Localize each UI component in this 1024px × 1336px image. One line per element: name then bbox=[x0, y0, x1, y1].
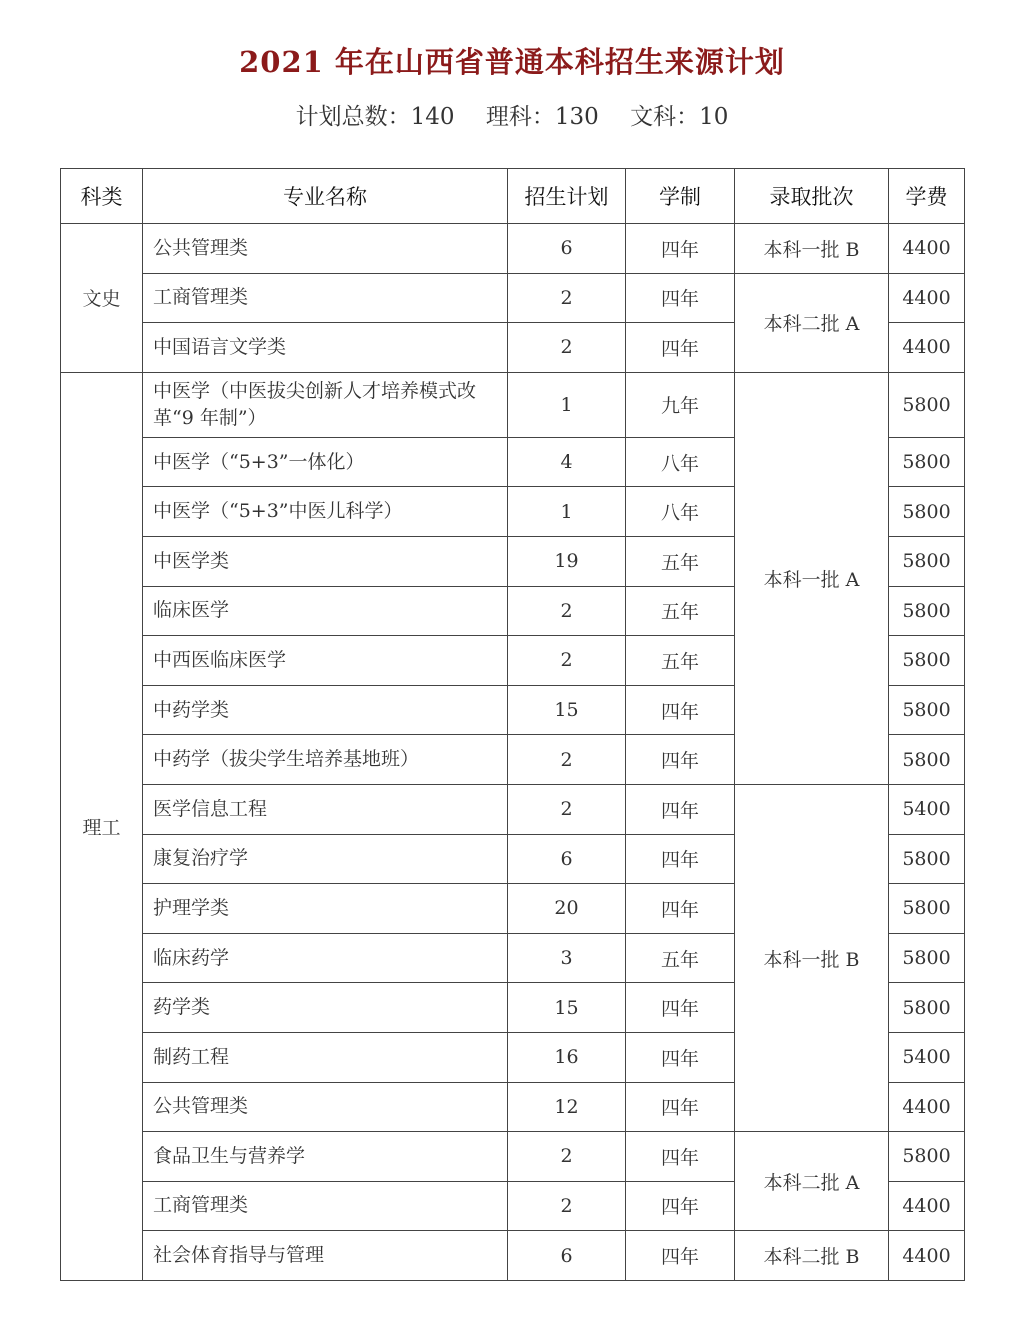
plan-count: 20 bbox=[508, 884, 626, 934]
table-header-row bbox=[61, 169, 965, 224]
duration: 四年 bbox=[626, 1132, 735, 1182]
major-name: 药学类 bbox=[143, 983, 508, 1033]
batch-cell: 本科一批 B bbox=[735, 224, 889, 274]
duration: 四年 bbox=[626, 685, 735, 735]
duration: 四年 bbox=[626, 224, 735, 274]
major-name: 康复治疗学 bbox=[143, 834, 508, 884]
duration: 四年 bbox=[626, 273, 735, 323]
plan-count: 6 bbox=[508, 834, 626, 884]
duration: 五年 bbox=[626, 636, 735, 686]
plan-count: 2 bbox=[508, 1132, 626, 1182]
plan-count: 6 bbox=[508, 224, 626, 274]
plan-count: 3 bbox=[508, 933, 626, 983]
science-plan: 理科：130 bbox=[485, 104, 599, 130]
major-name: 中国语言文学类 bbox=[143, 323, 508, 373]
plan-summary bbox=[0, 98, 1024, 131]
fee: 4400 bbox=[889, 323, 965, 373]
plan-count: 6 bbox=[508, 1231, 626, 1281]
duration: 九年 bbox=[626, 372, 735, 437]
category-cell: 理工 bbox=[61, 372, 143, 1280]
total-plan: 计划总数：140 bbox=[295, 104, 455, 130]
header-fee: 学费 bbox=[889, 169, 965, 224]
major-name: 临床药学 bbox=[143, 933, 508, 983]
header-duration: 学制 bbox=[626, 169, 735, 224]
fee: 5800 bbox=[889, 735, 965, 785]
major-name: 中西医临床医学 bbox=[143, 636, 508, 686]
plan-count: 4 bbox=[508, 437, 626, 487]
fee: 5800 bbox=[889, 834, 965, 884]
header-batch: 录取批次 bbox=[735, 169, 889, 224]
plan-count: 1 bbox=[508, 372, 626, 437]
major-name: 公共管理类 bbox=[143, 224, 508, 274]
fee: 5400 bbox=[889, 784, 965, 834]
major-name: 中医学（“5+3”中医儿科学） bbox=[143, 487, 508, 537]
batch-cell: 本科二批 A bbox=[735, 273, 889, 372]
table-row bbox=[61, 1231, 965, 1281]
fee: 5800 bbox=[889, 1132, 965, 1182]
major-name: 社会体育指导与管理 bbox=[143, 1231, 508, 1281]
duration: 五年 bbox=[626, 536, 735, 586]
duration: 四年 bbox=[626, 1181, 735, 1231]
table-row bbox=[61, 224, 965, 274]
plan-count: 16 bbox=[508, 1032, 626, 1082]
major-name: 中药学类 bbox=[143, 685, 508, 735]
duration: 四年 bbox=[626, 735, 735, 785]
plan-count: 12 bbox=[508, 1082, 626, 1132]
fee: 5800 bbox=[889, 933, 965, 983]
header-category: 科类 bbox=[61, 169, 143, 224]
fee: 4400 bbox=[889, 1231, 965, 1281]
fee: 4400 bbox=[889, 273, 965, 323]
fee: 5800 bbox=[889, 536, 965, 586]
plan-count: 2 bbox=[508, 636, 626, 686]
arts-plan: 文科：10 bbox=[630, 104, 729, 130]
plan-count: 2 bbox=[508, 735, 626, 785]
fee: 5800 bbox=[889, 636, 965, 686]
plan-count: 2 bbox=[508, 1181, 626, 1231]
major-name: 食品卫生与营养学 bbox=[143, 1132, 508, 1182]
plan-count: 15 bbox=[508, 983, 626, 1033]
table-row bbox=[61, 372, 965, 437]
duration: 五年 bbox=[626, 586, 735, 636]
duration: 四年 bbox=[626, 1082, 735, 1132]
major-name: 中医学类 bbox=[143, 536, 508, 586]
fee: 4400 bbox=[889, 1082, 965, 1132]
header-major: 专业名称 bbox=[143, 169, 508, 224]
batch-cell: 本科二批 B bbox=[735, 1231, 889, 1281]
major-name: 工商管理类 bbox=[143, 1181, 508, 1231]
major-name: 中医学（中医拔尖创新人才培养模式改革“9 年制”） bbox=[143, 372, 508, 437]
plan-count: 19 bbox=[508, 536, 626, 586]
major-name: 护理学类 bbox=[143, 884, 508, 934]
duration: 八年 bbox=[626, 437, 735, 487]
plan-count: 2 bbox=[508, 323, 626, 373]
batch-cell: 本科一批 A bbox=[735, 372, 889, 784]
fee: 5800 bbox=[889, 884, 965, 934]
fee: 4400 bbox=[889, 224, 965, 274]
category-cell: 文史 bbox=[61, 224, 143, 373]
major-name: 工商管理类 bbox=[143, 273, 508, 323]
fee: 5800 bbox=[889, 586, 965, 636]
duration: 八年 bbox=[626, 487, 735, 537]
plan-count: 2 bbox=[508, 586, 626, 636]
fee: 5800 bbox=[889, 685, 965, 735]
major-name: 医学信息工程 bbox=[143, 784, 508, 834]
major-name: 临床医学 bbox=[143, 586, 508, 636]
fee: 5800 bbox=[889, 487, 965, 537]
table-row bbox=[61, 784, 965, 834]
major-name: 制药工程 bbox=[143, 1032, 508, 1082]
plan-count: 2 bbox=[508, 273, 626, 323]
duration: 四年 bbox=[626, 323, 735, 373]
fee: 5400 bbox=[889, 1032, 965, 1082]
batch-cell: 本科一批 B bbox=[735, 784, 889, 1131]
plan-count: 1 bbox=[508, 487, 626, 537]
duration: 四年 bbox=[626, 1032, 735, 1082]
table-row bbox=[61, 1132, 965, 1182]
fee: 5800 bbox=[889, 983, 965, 1033]
page-title: 2021 年在山西省普通本科招生来源计划 bbox=[239, 45, 785, 79]
duration: 四年 bbox=[626, 834, 735, 884]
duration: 四年 bbox=[626, 983, 735, 1033]
fee: 5800 bbox=[889, 372, 965, 437]
header-plan: 招生计划 bbox=[508, 169, 626, 224]
table-row bbox=[61, 273, 965, 323]
major-name: 中药学（拔尖学生培养基地班） bbox=[143, 735, 508, 785]
batch-cell: 本科二批 A bbox=[735, 1132, 889, 1231]
plan-count: 2 bbox=[508, 784, 626, 834]
fee: 4400 bbox=[889, 1181, 965, 1231]
duration: 五年 bbox=[626, 933, 735, 983]
duration: 四年 bbox=[626, 784, 735, 834]
plan-count: 15 bbox=[508, 685, 626, 735]
fee: 5800 bbox=[889, 437, 965, 487]
enrollment-table bbox=[60, 168, 965, 1281]
duration: 四年 bbox=[626, 1231, 735, 1281]
major-name: 中医学（“5+3”一体化） bbox=[143, 437, 508, 487]
duration: 四年 bbox=[626, 884, 735, 934]
major-name: 公共管理类 bbox=[143, 1082, 508, 1132]
